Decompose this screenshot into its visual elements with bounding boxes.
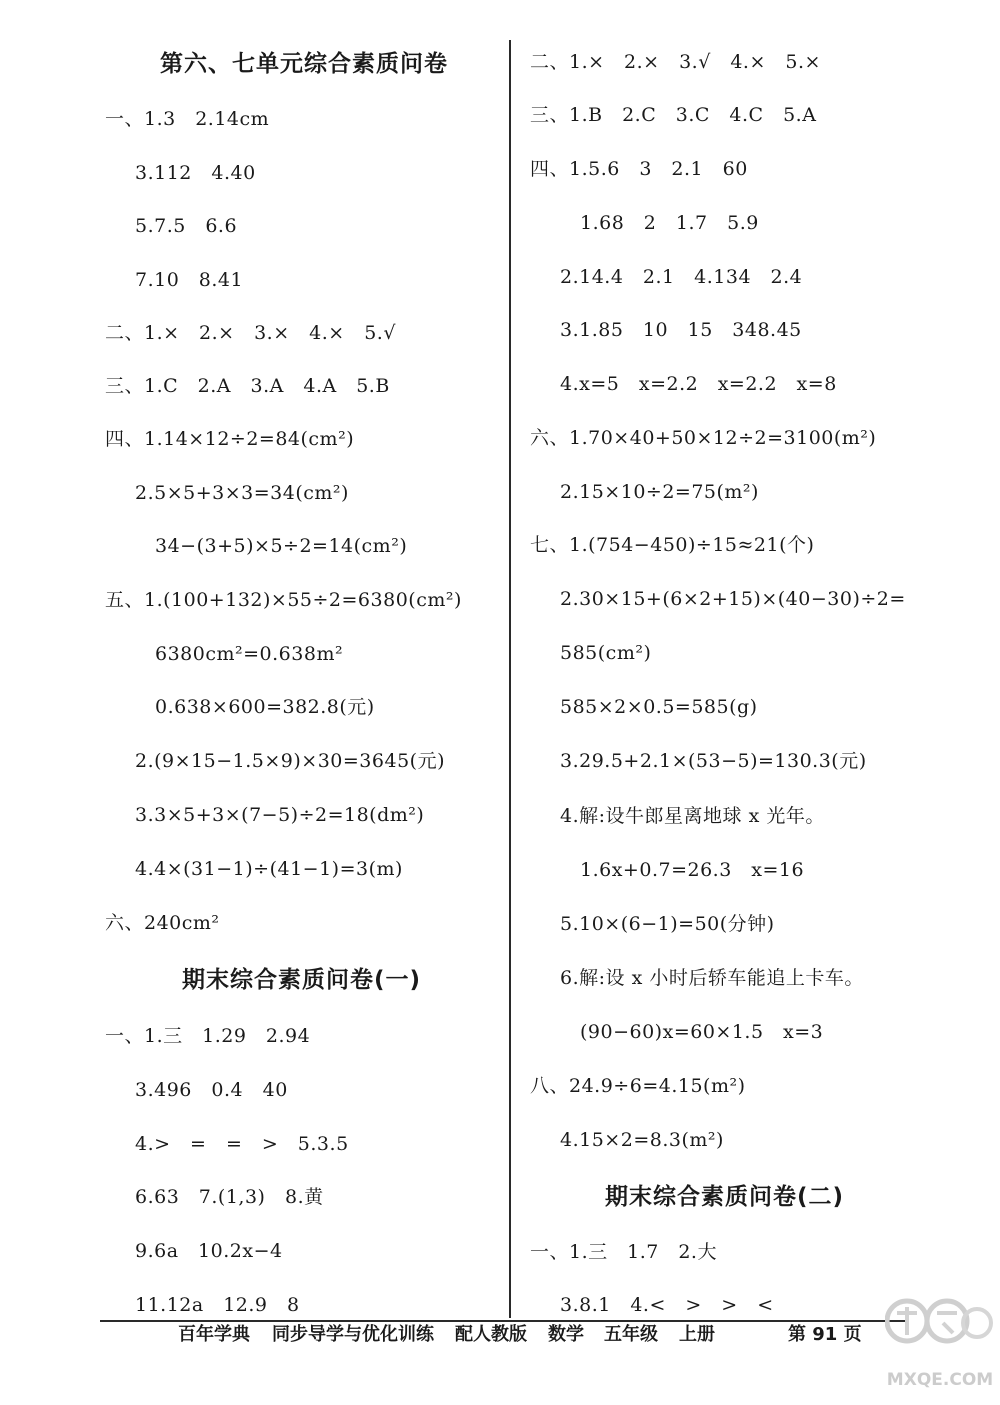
answer-line: 34−(3+5)×5÷2=14(cm²) xyxy=(155,535,408,557)
answer-line: 6.解:设 x 小时后轿车能追上卡车。 xyxy=(560,967,864,989)
answer-line: 一、1.3 2.14cm xyxy=(105,108,270,130)
footer-page-number: 第 91 页 xyxy=(788,1324,862,1345)
answer-line: 585×2×0.5=585(g) xyxy=(560,696,758,718)
footer-book: 百年学典 xyxy=(178,1324,250,1345)
answer-line: 3.3×5+3×(7−5)÷2=18(dm²) xyxy=(135,804,425,826)
answer-line: 585(cm²) xyxy=(560,642,652,664)
answer-line: 4.> = = > 5.3.5 xyxy=(135,1133,349,1155)
answer-line: 五、1.(100+132)×55÷2=6380(cm²) xyxy=(105,589,462,611)
answer-line: 3.29.5+2.1×(53−5)=130.3(元) xyxy=(560,750,867,772)
answer-line: 6.63 7.(1,3) 8.黄 xyxy=(135,1186,324,1208)
answer-line: 5.7.5 6.6 xyxy=(135,215,238,237)
answer-line: 六、240cm² xyxy=(105,912,220,934)
section-title-units-6-7: 第六、七单元综合素质问卷 xyxy=(160,51,448,77)
column-divider xyxy=(509,40,511,1318)
answer-line: 7.10 8.41 xyxy=(135,269,244,291)
watermark-logo xyxy=(885,1293,995,1401)
answer-line: 1.6x+0.7=26.3 x=16 xyxy=(580,859,805,881)
answer-line: 4.解:设牛郎星离地球 x 光年。 xyxy=(560,805,825,827)
answer-line: 三、1.B 2.C 3.C 4.C 5.A xyxy=(530,104,817,126)
answer-line: 3.112 4.40 xyxy=(135,162,256,184)
answer-line: 4.15×2=8.3(m²) xyxy=(560,1129,724,1151)
answer-line: 八、24.9÷6=4.15(m²) xyxy=(530,1075,746,1097)
watermark-logo-icon xyxy=(885,1293,995,1401)
answer-line: 二、1.× 2.× 3.√ 4.× 5.× xyxy=(530,51,821,73)
answer-line: 2.14.4 2.1 4.134 2.4 xyxy=(560,266,803,288)
footer-series: 同步导学与优化训练 xyxy=(272,1324,434,1345)
answer-line: 四、1.14×12÷2=84(cm²) xyxy=(105,428,355,450)
footer-grade: 五年级 xyxy=(604,1324,658,1345)
answer-line: 3.496 0.4 40 xyxy=(135,1079,288,1101)
answer-line: (90−60)x=60×1.5 x=3 xyxy=(580,1021,824,1043)
answer-line: 七、1.(754−450)÷15≈21(个) xyxy=(530,534,815,556)
answer-line: 0.638×600=382.8(元) xyxy=(155,696,375,718)
answer-line: 4.4×(31−1)÷(41−1)=3(m) xyxy=(135,858,403,880)
answer-line: 9.6a 10.2x−4 xyxy=(135,1240,283,1262)
answer-line: 二、1.× 2.× 3.× 4.× 5.√ xyxy=(105,322,396,344)
answer-line: 11.12a 12.9 8 xyxy=(135,1294,300,1316)
footer-volume: 上册 xyxy=(679,1324,715,1345)
answer-line: 1.68 2 1.7 5.9 xyxy=(580,212,759,234)
answer-line: 2.5×5+3×3=34(cm²) xyxy=(135,482,349,504)
answer-line: 2.30×15+(6×2+15)×(40−30)÷2= xyxy=(560,588,906,610)
answer-line: 六、1.70×40+50×12÷2=3100(m²) xyxy=(530,427,877,449)
answer-line: 4.x=5 x=2.2 x=2.2 x=8 xyxy=(560,373,837,395)
answer-line: 3.1.85 10 15 348.45 xyxy=(560,319,802,341)
answer-line: 2.(9×15−1.5×9)×30=3645(元) xyxy=(135,750,445,772)
answer-line: 3.8.1 4.< > > < xyxy=(560,1294,774,1316)
answer-line: 三、1.C 2.A 3.A 4.A 5.B xyxy=(105,375,390,397)
footer-edition: 配人教版 xyxy=(455,1324,527,1345)
answer-line: 一、1.三 1.7 2.大 xyxy=(530,1241,717,1263)
answer-line: 6380cm²=0.638m² xyxy=(155,643,344,665)
section-title-final-2: 期末综合素质问卷(二) xyxy=(605,1184,845,1210)
footer-subject: 数学 xyxy=(548,1324,584,1345)
answer-line: 四、1.5.6 3 2.1 60 xyxy=(530,158,748,180)
footer-rule xyxy=(100,1320,905,1322)
answer-line: 5.10×(6−1)=50(分钟) xyxy=(560,913,775,935)
watermark-site-text: MXQE.COM xyxy=(886,1370,994,1390)
section-title-final-1: 期末综合素质问卷(一) xyxy=(182,967,422,993)
answer-line: 一、1.三 1.29 2.94 xyxy=(105,1025,311,1047)
answer-line: 2.15×10÷2=75(m²) xyxy=(560,481,759,503)
